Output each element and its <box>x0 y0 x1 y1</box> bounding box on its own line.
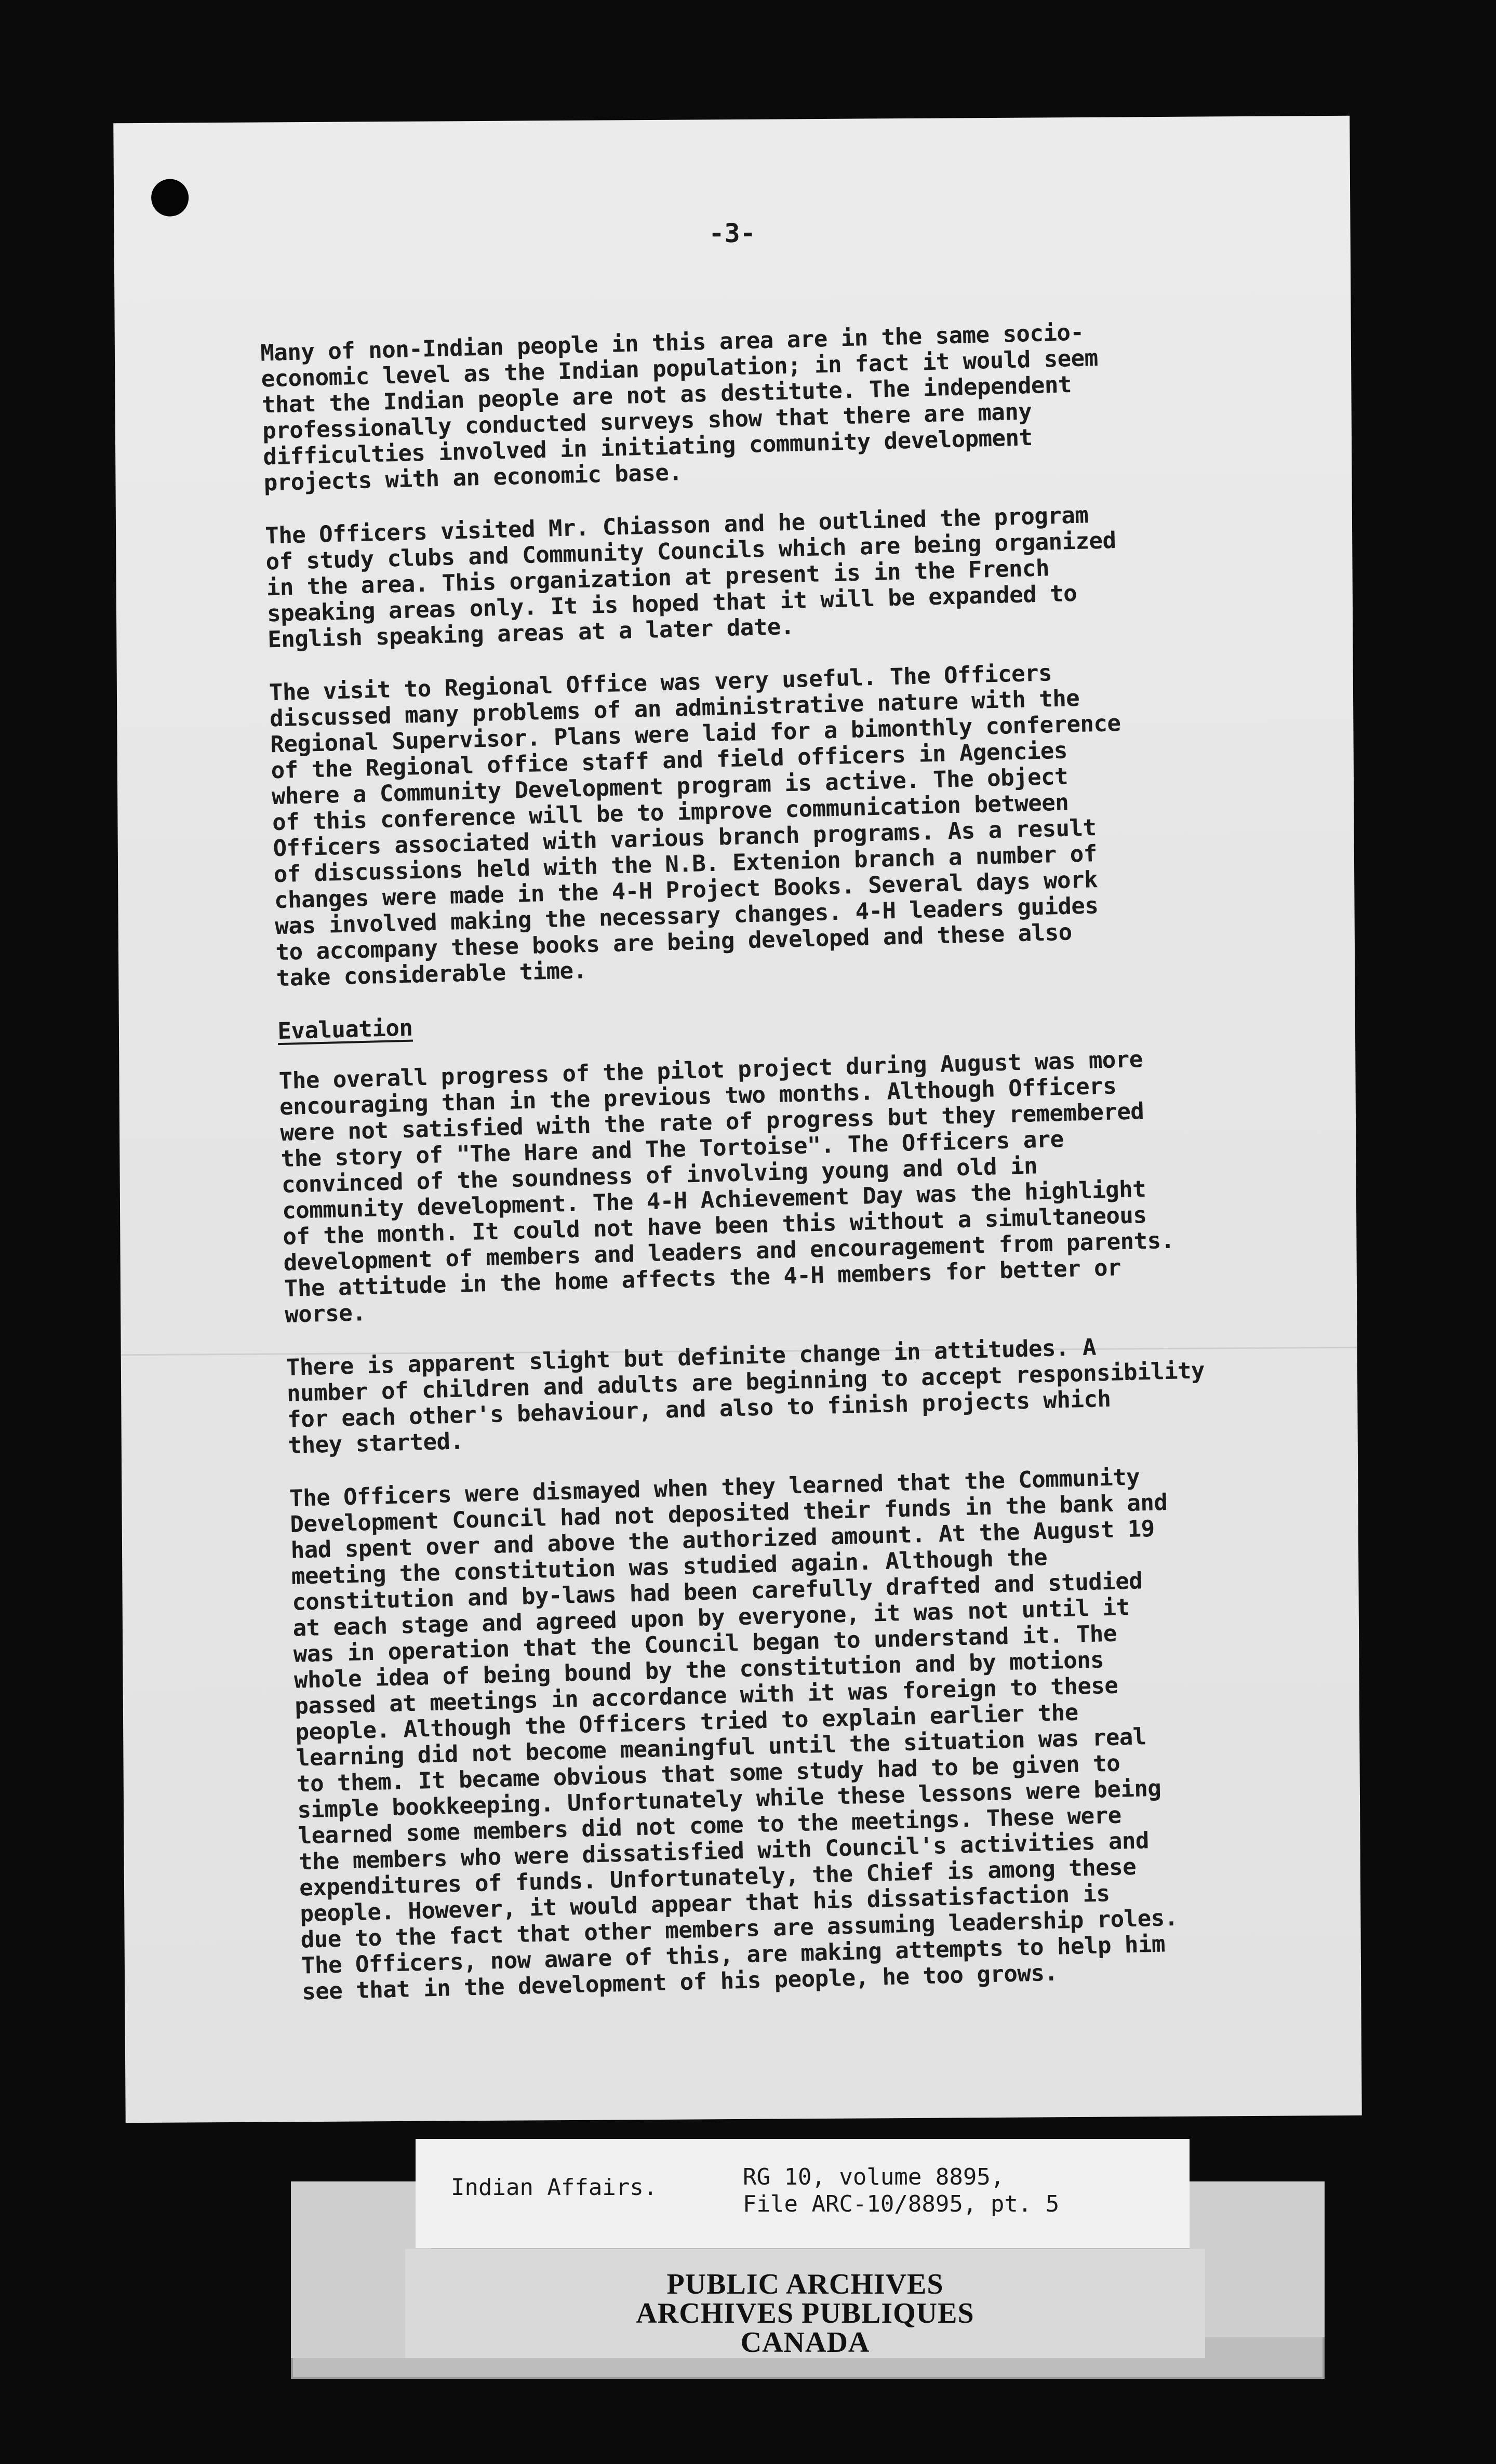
archive-reference-line: File ARC-10/8895, pt. 5 <box>743 2191 1060 2217</box>
page-number: -3- <box>709 218 756 249</box>
archive-stamp <box>405 2249 1205 2358</box>
archive-stamp-line: CANADA <box>740 2326 870 2359</box>
archive-reference-line: RG 10, volume 8895, <box>743 2164 1005 2190</box>
archive-stamp-line: PUBLIC ARCHIVES <box>666 2268 944 2300</box>
archive-reference-label <box>416 2139 1190 2248</box>
evaluation-heading: Evaluation <box>277 1014 413 1045</box>
paragraph-overall-progress: The overall progress of the pilot project during August was more encouraging than in the previous two months. Although Officers were not satisfied with the rate of progress but they remembered the story of "The Hare and The Tortoise". The Officers are convinced of the soundness of involving young and old in community development. The 4-H Achievement Day was the highlight of the month. It could not have been this without a simultaneous development of members and leaders and encouragement from parents. The attitude in the home affects the 4-H members for better or worse. <box>278 1046 1175 1328</box>
paragraph-chiasson-visit: The Officers visited Mr. Chiasson and he outlined the program of study clubs and Community Councils which are being organized in the area. This organization at present is in the French speaking areas only. It is hoped that it will be expanded to English speaking areas at a later date. <box>264 502 1117 653</box>
archive-stamp-line: ARCHIVES PUBLIQUES <box>636 2297 974 2329</box>
paragraph-council-funds: The Officers were dismayed when they learned that the Community Development Council had not deposited their funds in the bank and had spent over and above the authorized amount. At the August 19 meeting the constitution was studied again. Although the constitution and by-laws had been carefully drafted and studied at each stage and agreed upon by everyone, it was not until it was in operation that the Council began to understand it. The whole idea of being bound by the constitution and by motions passed at meetings in accordance with it was foreign to these people. Although the Officers tried to explain earlier the learning did not become meaningful until the situation was real to them. It became obvious that some study had to be given to simple bookkeeping. Unfortunately while these lessons were being learned some members did not come to the meetings. These were the members who were dissatisfied with Council's activities and expenditures of funds. Unfortunately, the Chief is among these people. However, it would appear that his dissatisfaction is due to the fact that other members are assuming leadership roles. The Officers, now aware of this, are making attempts to help him see that in the development of his people, he too grows. <box>289 1464 1179 2005</box>
archive-department: Indian Affairs. <box>451 2174 658 2201</box>
paragraph-attitude-change: There is apparent slight but definite change in attitudes. A number of children and adults are beginning to accept responsibility for each other's behaviour, and also to finish projects which they started. <box>286 1334 1205 1459</box>
document-body <box>260 314 1352 2032</box>
punch-hole <box>151 179 189 216</box>
archive-reference <box>743 2164 1059 2218</box>
paragraph-socioeconomic: Many of non-Indian people in this area are in the same socio- economic level as the Indian population; in fact it would seem that the Indian people are not as destitute. The independent professionally conducted surveys show that there are many difficulties involved in initiating community development projects with an economic base. <box>260 319 1099 497</box>
archive-stand-right <box>1190 2181 1325 2337</box>
paragraph-regional-office: The visit to Regional Office was very useful. The Officers discussed many problems of an administrative nature with the Regional Supervisor. Plans were laid for a bimonthly conference of the Regional office staff and field officers in Agencies where a Community Development program is active. The object of this conference will be to improve communication between Officers associated with various branch programs. As a result of discussions held with the N.B. Extenion branch a number of changes were made in the 4-H Project Books. Several days work was involved making the necessary changes. 4-H leaders guides to accompany these books are being developed and these also take considerable time. <box>269 660 1121 992</box>
document-page <box>113 116 1361 2123</box>
